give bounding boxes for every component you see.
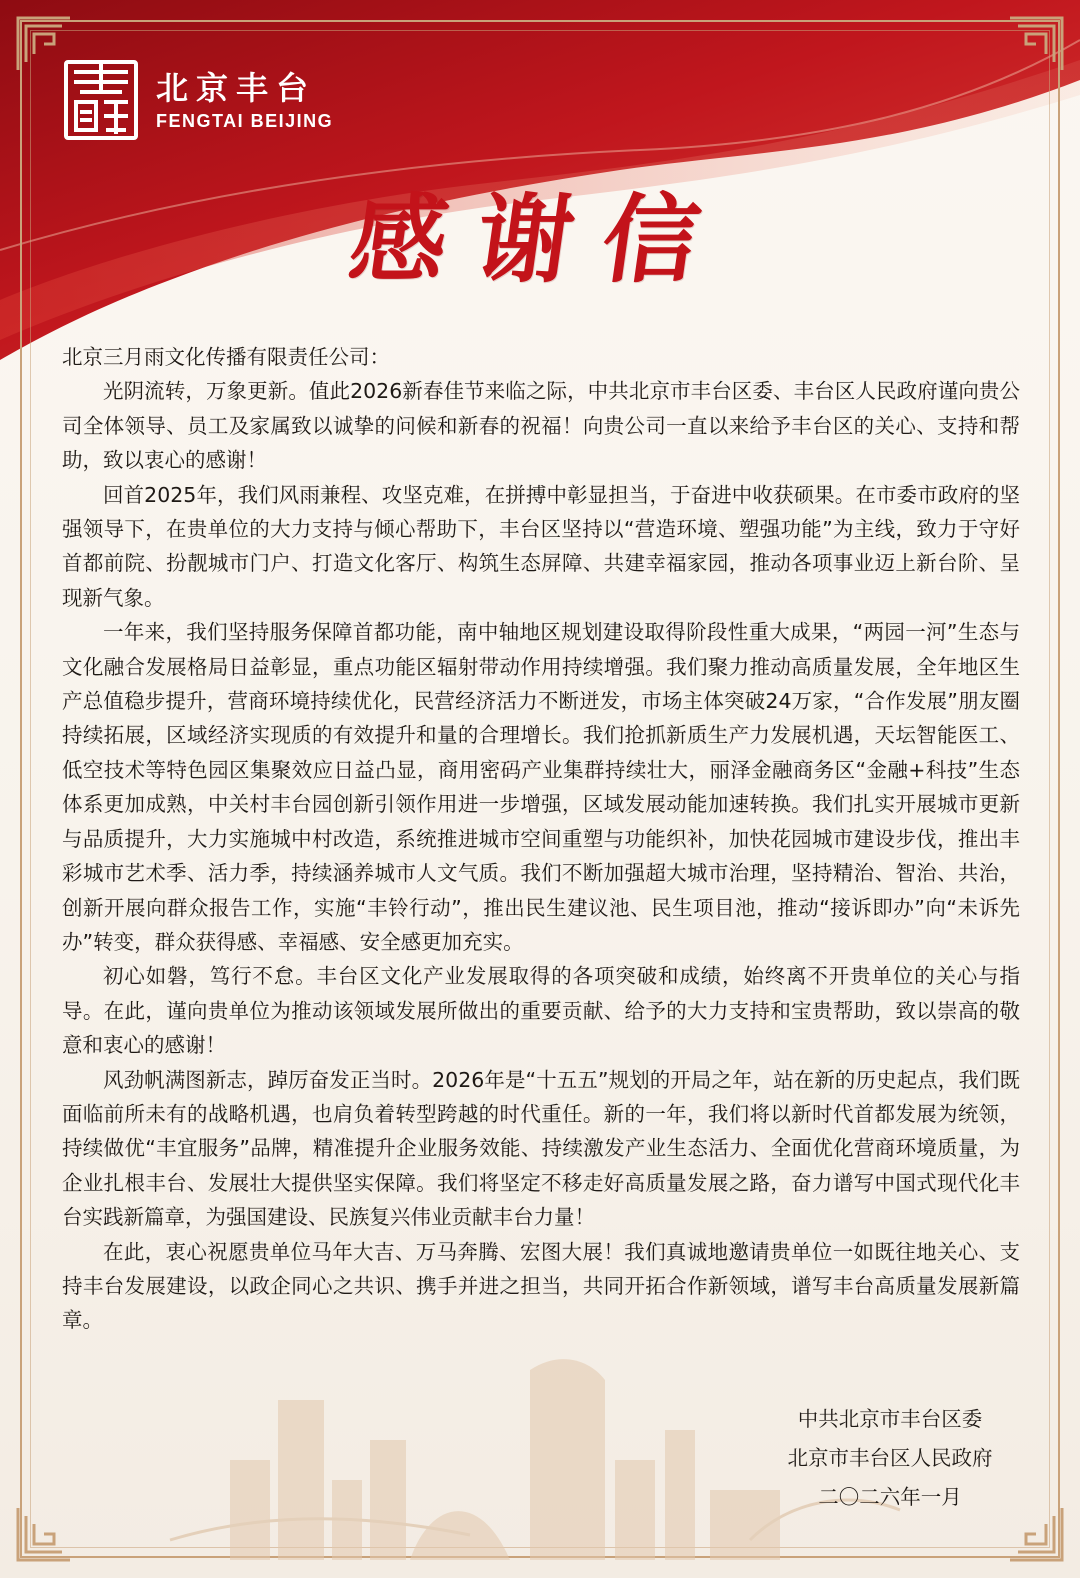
signature-government: 北京市丰台区人民政府 <box>787 1446 993 1470</box>
paragraph: 光阴流转，万象更新。值此2026新春佳节来临之际，中共北京市丰台区委、丰台区人民政府谨向贵公司全体领导、员工及家属致以诚挚的问候和新春的祝福！向贵公司一直以来给予丰台区的关心、支持和帮助，致以衷心的感谢！ <box>62 379 1020 473</box>
fengtai-logo <box>62 58 333 142</box>
signature-date: 二〇二六年一月 <box>818 1485 962 1509</box>
letter-body <box>62 340 1020 1338</box>
signature-block <box>760 1400 1020 1517</box>
paragraph: 回首2025年，我们风雨兼程、攻坚克难，在拼搏中彰显担当，于奋进中收获硕果。在市委市政府的坚强领导下，在贵单位的大力支持与倾心帮助下，丰台区坚持以“营造环境、塑强功能”为主线，致力于守好首都前院、扮靓城市门户、打造文化客厅、构筑生态屏障、共建幸福家园，推动各项事业迈上新台阶、呈现新气象。 <box>62 482 1020 610</box>
paragraph: 一年来，我们坚持服务保障首都功能，南中轴地区规划建设取得阶段性重大成果，“两园一河”生态与文化融合发展格局日益彰显，重点功能区辐射带动作用持续增强。我们聚力推动高质量发展，全年地区生产总值稳步提升，营商环境持续优化，民营经济活力不断迸发，市场主体突破24万家，“合作发展”朋友圈持续拓展，区域经济实现质的有效提升和量的合理增长。我们抢抓新质生产力发展机遇，天坛智能医工、低空技术等特色园区集聚效应日益凸显，商用密码产业集群持续壮大，丽泽金融商务区“金融+科技”生态体系更加成熟，中关村丰台园创新引领作用进一步增强，区域发展动能加速转换。我们扎实开展城市更新与品质提升，大力实施城中村改造，系统推进城市空间重塑与功能织补，加快花园城市建设步伐，推出丰彩城市艺术季、活力季，持续涵养城市人文气质。我们不断加强超大城市治理，坚持精治、智治、共治，创新开展向群众报告工作，实施“丰铃行动”，推出民生建议池、民生项目池，推动“接诉即办”向“未诉先办”转变，群众获得感、幸福感、安全感更加充实。 <box>62 620 1020 954</box>
paragraph: 初心如磐，笃行不怠。丰台区文化产业发展取得的各项突破和成绩，始终离不开贵单位的关心与指导。在此，谨向贵单位为推动该领域发展所做出的重要贡献、给予的大力支持和宝贵帮助，致以崇高的敬意和衷心的感谢！ <box>62 964 1020 1058</box>
paragraph: 在此，衷心祝愿贵单位马年大吉、万马奔腾、宏图大展！我们真诚地邀请贵单位一如既往地关心、支持丰台发展建设，以政企同心之共识、携手并进之担当，共同开拓合作新领域，谱写丰台高质量发展新篇章。 <box>62 1239 1020 1333</box>
logo-chinese-name: 北京丰台 <box>156 68 317 107</box>
fengtai-seal-icon <box>62 58 140 142</box>
letter-title: 感谢信 <box>343 183 738 296</box>
logo-english-name: FENGTAI BEIJING <box>156 110 334 131</box>
corner-ornament-icon <box>14 1504 74 1564</box>
corner-ornament-icon <box>1006 14 1066 74</box>
paragraph: 风劲帆满图新志，踔厉奋发正当时。2026年是“十五五”规划的开局之年，站在新的历史起点，我们既面临前所未有的战略机遇，也肩负着转型跨越的时代重任。新的一年，我们将以新时代首都发展为统领，持续做优“丰宜服务”品牌，精准提升企业服务效能、持续激发产业生态活力、全面优化营商环境质量，为企业扎根丰台、发展壮大提供坚实保障。我们将坚定不移走好高质量发展之路，奋力谱写中国式现代化丰台实践新篇章，为强国建设、民族复兴伟业贡献丰台力量！ <box>62 1067 1020 1230</box>
salutation: 北京三月雨文化传播有限责任公司： <box>62 345 390 369</box>
signature-party-committee: 中共北京市丰台区委 <box>797 1407 983 1431</box>
